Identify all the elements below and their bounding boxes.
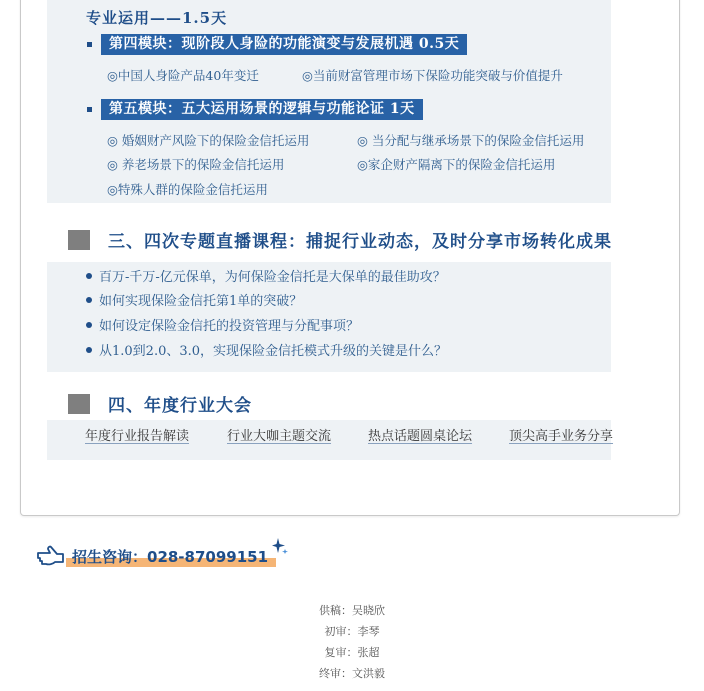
module5-item: ◎ 养老场景下的保险金信托运用 xyxy=(107,157,285,172)
conference-topic: 热点话题圆桌论坛 xyxy=(368,429,473,444)
section3-title: 三、四次专题直播课程：捕捉行业动态，及时分享市场转化成果 xyxy=(104,227,616,252)
question-bullet xyxy=(86,297,92,303)
question-item: 百万-千万-亿元保单，为何保险金信托是大保单的最佳助攻？ xyxy=(99,270,446,285)
conference-topic: 顶尖高手业务分享 xyxy=(509,429,614,444)
conference-topic: 行业大咖主题交流 xyxy=(227,429,332,444)
module4-item: ◎中国人身险产品40年变迁 xyxy=(107,68,259,83)
sparkle-icon xyxy=(272,538,288,558)
section-marker xyxy=(68,230,90,250)
module4-title: 第四模块：现阶段人身险的功能演变与发展机遇 0.5天 xyxy=(101,34,467,55)
question-item: 如何设定保险金信托的投资管理与分配事项？ xyxy=(99,319,360,334)
module5-bullet xyxy=(87,107,92,112)
question-bullet xyxy=(86,322,92,328)
section3-header xyxy=(68,227,616,252)
credit-line: 终审：文洪毅 xyxy=(319,667,385,680)
professional-application-heading: 专业运用——1.5天 xyxy=(86,9,228,27)
question-item: 从1.0到2.0、3.0，实现保险金信托模式升级的关键是什么？ xyxy=(99,344,448,359)
credit-line: 复审：张超 xyxy=(324,646,380,659)
section4-title: 四、年度行业大会 xyxy=(104,391,256,416)
credit-line: 初审：李琴 xyxy=(324,625,380,638)
section4-header xyxy=(68,391,256,416)
module5-item: ◎特殊人群的保险金信托运用 xyxy=(107,182,268,197)
pointing-hand-icon xyxy=(36,545,66,567)
question-bullet xyxy=(86,347,92,353)
module5-item: ◎家企财产隔离下的保险金信托运用 xyxy=(357,157,556,172)
credit-line: 供稿：吴晓欣 xyxy=(319,604,385,617)
question-bullet xyxy=(86,273,92,279)
module4-bullet xyxy=(87,42,92,47)
module5-item: ◎ 婚姻财产风险下的保险金信托运用 xyxy=(107,133,310,148)
module4-item: ◎当前财富管理市场下保险功能突破与价值提升 xyxy=(302,68,563,83)
section-marker xyxy=(68,394,90,414)
conference-topic: 年度行业报告解读 xyxy=(85,429,190,444)
enrollment-contact xyxy=(36,545,288,567)
module5-title: 第五模块：五大运用场景的逻辑与功能论证 1天 xyxy=(101,99,423,120)
enrollment-phone: 招生咨询：028-87099151 xyxy=(72,547,269,566)
module5-item: ◎ 当分配与继承场景下的保险金信托运用 xyxy=(357,133,585,148)
question-item: 如何实现保险金信托第1单的突破？ xyxy=(99,294,303,309)
